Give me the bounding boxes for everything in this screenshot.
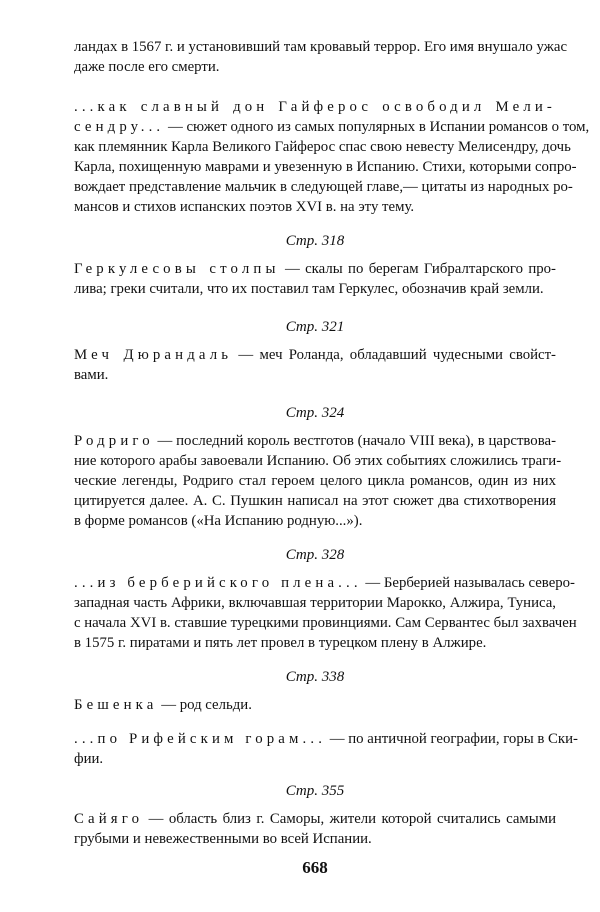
text-line: с начала XVI в. ставшие турецкими провинциями. Сам Сервантес был захвачен bbox=[74, 615, 577, 631]
text-run: — Берберией называлась северо- bbox=[361, 575, 575, 591]
text-line bbox=[74, 810, 556, 829]
text-line bbox=[74, 260, 556, 279]
text-line: лива; греки считали, что их поставил там Геркулес, обозначив край земли. bbox=[74, 281, 544, 297]
text-line: в форме романсов («На Испанию родную...»). bbox=[74, 513, 363, 529]
text-run: — последний король вестготов (начало VIII века), в царствова- bbox=[153, 433, 556, 449]
text-line: цитируется далее. А. С. Пушкин написал на этот сюжет два стихотворения bbox=[74, 493, 556, 509]
text-line: вами. bbox=[74, 367, 109, 383]
text-line: ландах в 1567 г. и установивший там кровавый террор. Его имя внушало ужас bbox=[74, 39, 568, 55]
page-reference-heading: Стр. 355 bbox=[285, 783, 345, 799]
text-line: Карла, похищенную маврами и увезенную в Испанию. Стихи, которыми сопро- bbox=[74, 159, 577, 175]
page-reference-heading: Стр. 321 bbox=[285, 319, 345, 335]
term: ...как славный дон Гайферос освободил Мели- bbox=[74, 99, 556, 115]
text-line: как племянник Карла Великого Гайферос спас свою невесту Мелисендру, дочь bbox=[74, 139, 571, 155]
text-line: западная часть Африки, включавшая территории Марокко, Алжира, Туниса, bbox=[74, 595, 556, 611]
text-run: — сюжет одного из самых популярных в Испании романсов о том, bbox=[164, 119, 590, 135]
term: Родриго bbox=[74, 433, 154, 449]
text-line: ние которого арабы завоевали Испанию. Об этих событиях сложились траги- bbox=[74, 453, 562, 469]
text-line bbox=[74, 730, 578, 749]
term: Сайяго bbox=[74, 811, 144, 827]
book-page bbox=[74, 0, 590, 912]
page-reference-heading: Стр. 328 bbox=[285, 547, 345, 563]
term: ...по Рифейским горам... bbox=[74, 731, 327, 747]
text-line: в 1575 г. пиратами и пять лет провел в турецком плену в Алжире. bbox=[74, 635, 487, 651]
text-line bbox=[74, 346, 556, 365]
term: Бешенка bbox=[74, 697, 158, 713]
text-line: мансов и стихов испанских поэтов XVI в. на эту тему. bbox=[74, 199, 415, 215]
text-run: — область близ г. Саморы, жители которой считались самыми bbox=[143, 811, 556, 827]
term: ...из берберийского плена... bbox=[74, 575, 362, 591]
text-line bbox=[74, 98, 556, 117]
text-line bbox=[74, 432, 556, 451]
page-reference-heading: Стр. 324 bbox=[285, 405, 345, 421]
page-reference-heading: Стр. 318 bbox=[285, 233, 345, 249]
text-run: — меч Роланда, обладавший чудесными свойст- bbox=[232, 347, 556, 363]
text-line bbox=[74, 696, 556, 715]
text-line: грубыми и невежественными во всей Испании. bbox=[74, 831, 372, 847]
term: сендру... bbox=[74, 119, 165, 135]
text-line bbox=[74, 574, 575, 593]
text-line: даже после его смерти. bbox=[74, 59, 220, 75]
text-run: — род сельди. bbox=[157, 697, 252, 713]
page-number: 668 bbox=[302, 858, 328, 877]
term: Меч Дюрандаль bbox=[74, 347, 233, 363]
text-line bbox=[74, 118, 590, 137]
term: Геркулесовы столпы bbox=[74, 261, 280, 277]
text-run: — по античной географии, горы в Ски- bbox=[326, 731, 578, 747]
text-run: — скалы по берегам Гибралтарского про- bbox=[279, 261, 556, 277]
text-line: вождает представление мальчик в следующей главе,— цитаты из народных ро- bbox=[74, 179, 573, 195]
text-line: фии. bbox=[74, 751, 104, 767]
page-reference-heading: Стр. 338 bbox=[285, 669, 345, 685]
text-line: ческие легенды, Родриго стал героем целого цикла романсов, один из них bbox=[74, 473, 556, 489]
